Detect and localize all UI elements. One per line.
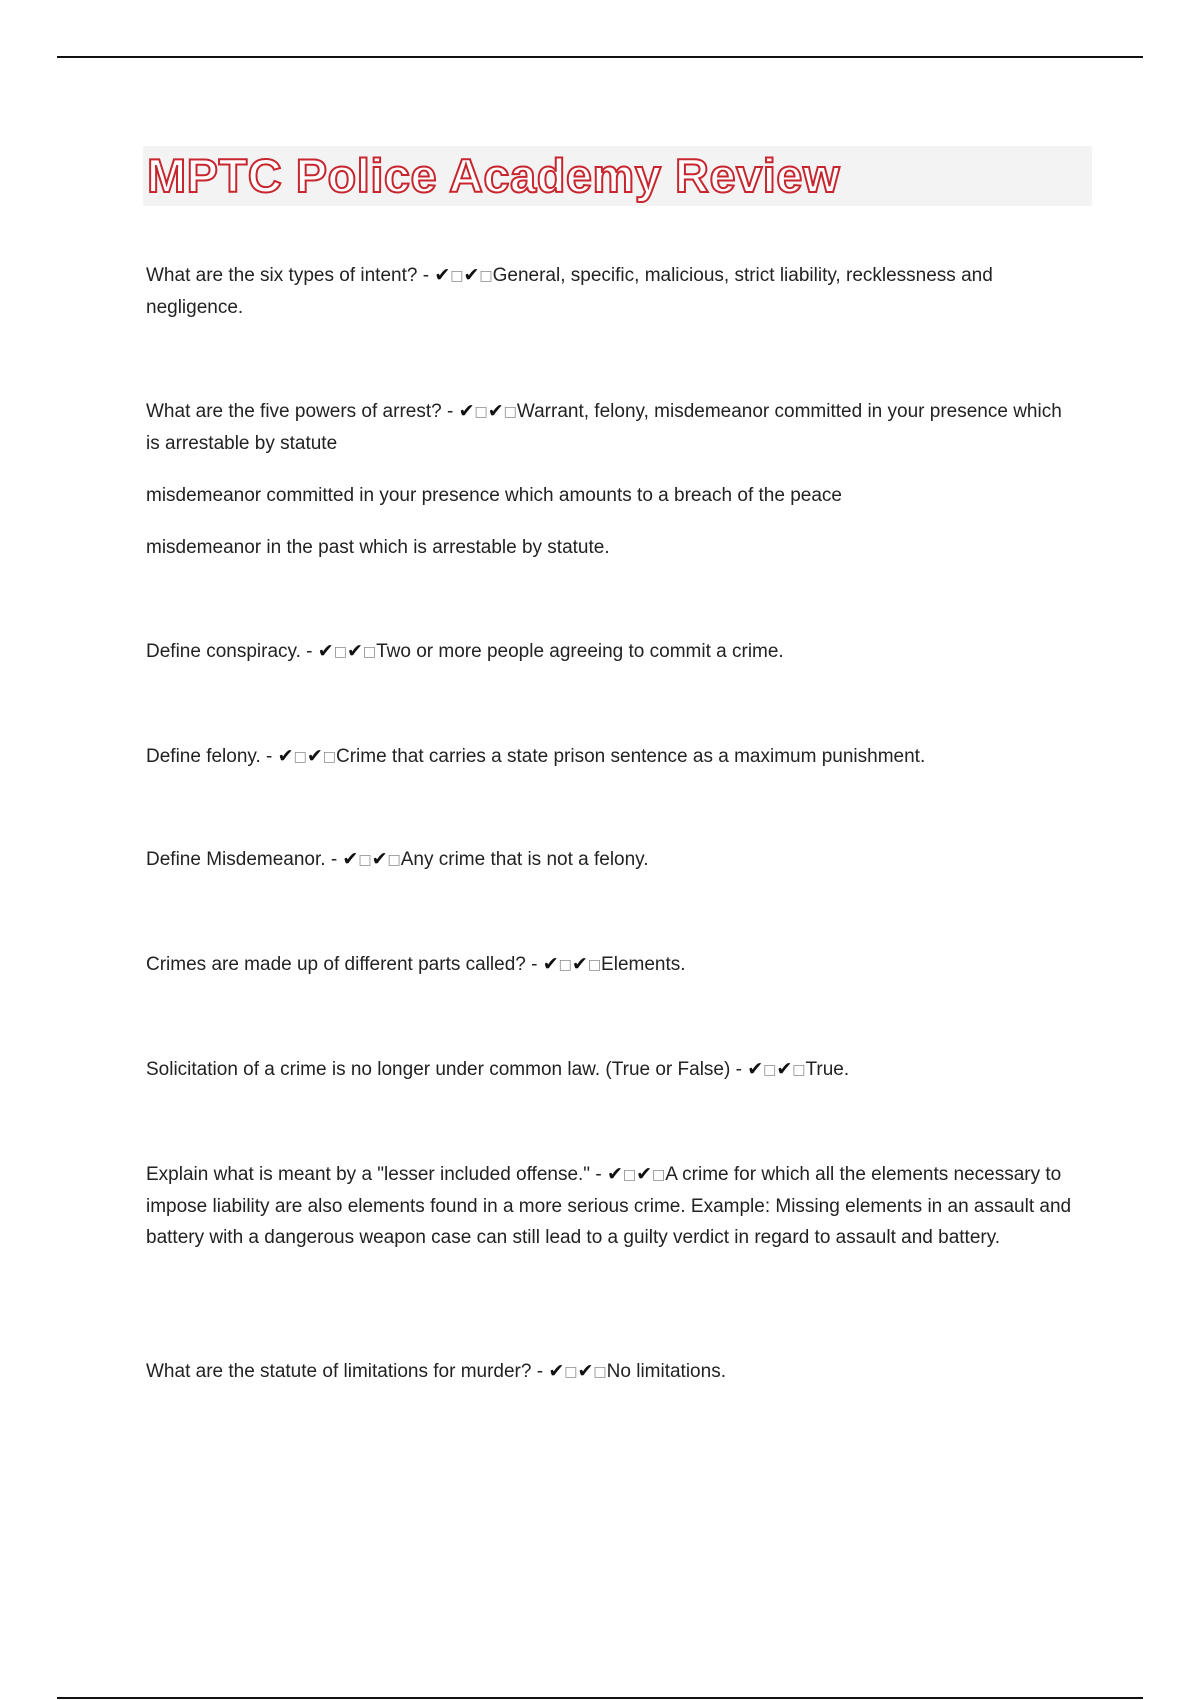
checkmark-icon: ✔	[577, 1360, 594, 1382]
box-glyph-icon: □	[293, 749, 307, 765]
checkmark-icon: ✔	[277, 745, 294, 767]
qa-item-elements	[146, 949, 1076, 981]
question-text: Define felony. -	[146, 746, 278, 767]
box-glyph-icon: □	[763, 1062, 777, 1078]
box-glyph-icon: □	[362, 644, 377, 660]
qa-paragraph	[146, 260, 1076, 323]
qa-item-solicitation	[146, 1054, 1076, 1086]
answer-text: Two or more people agreeing to commit a crime.	[376, 641, 784, 662]
box-glyph-icon: □	[479, 268, 493, 284]
question-text: Explain what is meant by a "lesser included offense." -	[146, 1164, 607, 1185]
box-glyph-icon: □	[652, 1167, 666, 1183]
question-text: Define Misdemeanor. -	[146, 849, 343, 870]
box-glyph-icon: □	[622, 1167, 637, 1183]
answer-text: General, specific, malicious, strict liability, recklessness and negligence.	[146, 265, 993, 318]
top-rule	[57, 56, 1143, 58]
checkmark-icon: ✔	[346, 640, 363, 662]
checkmark-icon: ✔	[548, 1360, 565, 1382]
checkmark-icon: ✔	[747, 1058, 764, 1080]
qa-paragraph	[146, 636, 1076, 668]
question-text: Solicitation of a crime is no longer under common law. (True or False) -	[146, 1059, 748, 1080]
box-glyph-icon: □	[587, 957, 602, 973]
qa-item-conspiracy	[146, 636, 1076, 668]
answer-text: Warrant, felony, misdemeanor committed in your presence which is arrestable by statute	[146, 401, 1062, 454]
question-text: What are the statute of limitations for murder? -	[146, 1361, 549, 1382]
box-glyph-icon: □	[792, 1062, 806, 1078]
box-glyph-icon: □	[503, 404, 517, 420]
qa-item-felony	[146, 741, 1076, 773]
checkmark-icon: ✔	[606, 1163, 623, 1185]
answer-continuation: misdemeanor committed in your presence which amounts to a breach of the peace	[146, 485, 842, 506]
checkmark-icon: ✔	[776, 1058, 793, 1080]
title-banner	[143, 146, 1092, 206]
answer-text: Elements.	[601, 954, 686, 975]
checkmark-icon: ✔	[342, 848, 359, 870]
box-glyph-icon: □	[387, 852, 401, 868]
checkmark-icon: ✔	[636, 1163, 653, 1185]
qa-item-intent	[146, 260, 1076, 323]
qa-item-limitations	[146, 1356, 1076, 1388]
box-glyph-icon: □	[564, 1364, 578, 1380]
question-text: Define conspiracy. -	[146, 641, 318, 662]
question-text: Crimes are made up of different parts called? -	[146, 954, 543, 975]
qa-paragraph	[146, 1356, 1076, 1388]
checkmark-icon: ✔	[458, 400, 475, 422]
checkmark-icon: ✔	[542, 953, 559, 975]
checkmark-icon: ✔	[434, 264, 451, 286]
box-glyph-icon: □	[358, 852, 372, 868]
checkmark-icon: ✔	[571, 953, 588, 975]
box-glyph-icon: □	[322, 749, 336, 765]
box-glyph-icon: □	[474, 404, 488, 420]
qa-paragraph	[146, 741, 1076, 773]
box-glyph-icon: □	[450, 268, 464, 284]
qa-item-lesser-included	[146, 1159, 1076, 1253]
question-text: What are the six types of intent? -	[146, 265, 435, 286]
qa-paragraph	[146, 396, 1076, 459]
bottom-rule	[57, 1697, 1143, 1699]
answer-text: Any crime that is not a felony.	[400, 849, 649, 870]
answer-continuation: misdemeanor in the past which is arrestable by statute.	[146, 537, 610, 558]
answer-text: Crime that carries a state prison sentence as a maximum punishment.	[335, 746, 926, 767]
box-glyph-icon: □	[593, 1364, 607, 1380]
answer-text: A crime for which all the elements necessary to impose liability are also elements found in a more serious crime. Example: Missing elements in an assault and battery with a dangerous weapon case can still lead to a guilty verdict in regard to assault and battery.	[146, 1164, 1072, 1248]
box-glyph-icon: □	[558, 957, 572, 973]
box-glyph-icon: □	[333, 644, 347, 660]
checkmark-icon: ✔	[317, 640, 334, 662]
qa-paragraph	[146, 1159, 1076, 1253]
checkmark-icon: ✔	[487, 400, 504, 422]
qa-item-arrest	[146, 396, 1076, 563]
checkmark-icon: ✔	[463, 264, 480, 286]
qa-paragraph	[146, 1054, 1076, 1086]
answer-text: No limitations.	[606, 1361, 726, 1382]
checkmark-icon: ✔	[306, 745, 323, 767]
document-title: MPTC Police Academy Review	[147, 149, 841, 202]
question-text: What are the five powers of arrest? -	[146, 401, 459, 422]
qa-item-misdemeanor	[146, 844, 1076, 876]
answer-text: True.	[805, 1059, 850, 1080]
qa-paragraph	[146, 844, 1076, 876]
qa-paragraph	[146, 949, 1076, 981]
checkmark-icon: ✔	[371, 848, 388, 870]
